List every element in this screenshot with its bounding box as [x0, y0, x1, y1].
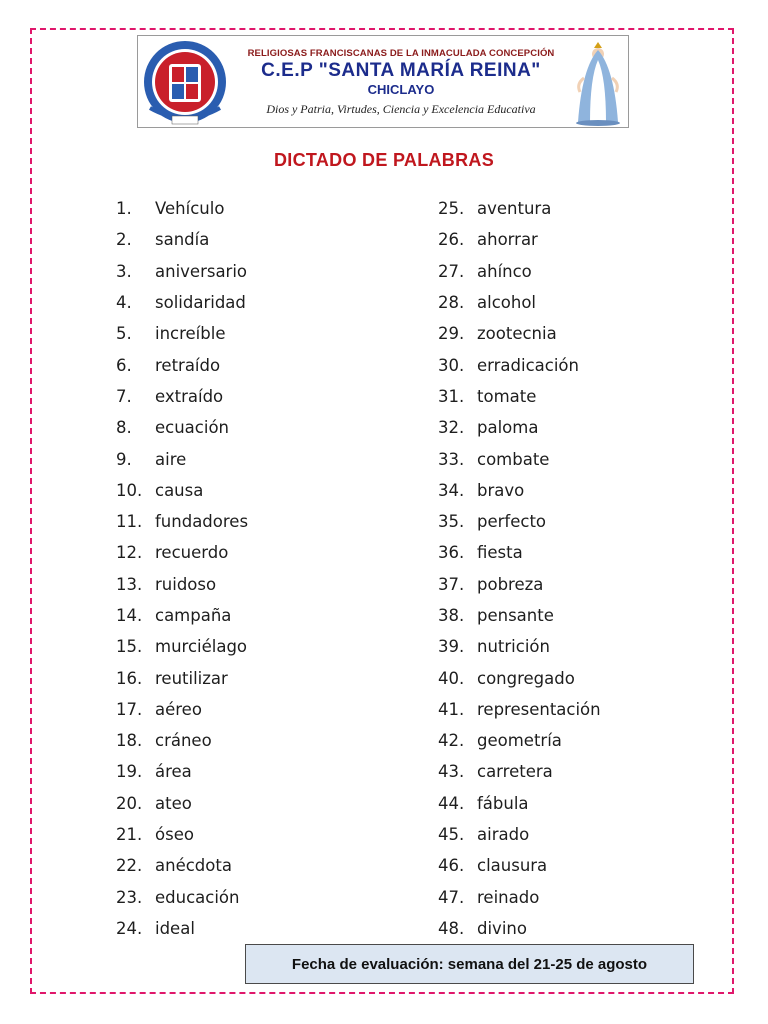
item-word: zootecnia: [477, 324, 557, 344]
item-number: 44.: [438, 793, 465, 813]
item-number: 8.: [116, 418, 132, 438]
item-word: recuerdo: [155, 543, 229, 563]
item-word: fábula: [477, 793, 529, 813]
item-word: ateo: [155, 793, 192, 813]
list-item: [438, 349, 601, 380]
list-item: [116, 725, 248, 756]
item-word: paloma: [477, 418, 539, 438]
list-item: [116, 256, 248, 287]
item-number: 23.: [116, 887, 143, 907]
item-number: 19.: [116, 762, 143, 782]
item-number: 11.: [116, 512, 143, 532]
list-item: [438, 412, 601, 443]
item-word: reutilizar: [155, 668, 228, 688]
list-item: [438, 287, 601, 318]
list-item: [116, 819, 248, 850]
item-word: fiesta: [477, 543, 523, 563]
school-seal-icon: [142, 38, 228, 126]
item-word: retraído: [155, 355, 221, 375]
item-number: 30.: [438, 355, 465, 375]
congregation-name: RELIGIOSAS FRANCISCANAS DE LA INMACULADA CONCEPCIÓN: [247, 48, 555, 59]
virgin-mary-figure-icon: [568, 38, 628, 126]
item-number: 36.: [438, 543, 465, 563]
item-number: 32.: [438, 418, 465, 438]
item-word: congregado: [477, 668, 575, 688]
item-number: 10.: [116, 480, 143, 500]
list-item: [116, 224, 248, 255]
item-number: 26.: [438, 230, 465, 250]
list-item: [438, 318, 601, 349]
item-number: 1.: [116, 199, 132, 219]
school-city: CHICLAYO: [367, 82, 435, 97]
item-word: educación: [155, 887, 240, 907]
list-item: [116, 381, 248, 412]
item-number: 35.: [438, 512, 465, 532]
item-number: 22.: [116, 856, 143, 876]
list-item: [116, 475, 248, 506]
item-number: 17.: [116, 699, 143, 719]
item-number: 39.: [438, 637, 465, 657]
list-item: [116, 662, 248, 693]
list-item: [116, 850, 248, 881]
list-item: [438, 569, 601, 600]
list-item: [438, 475, 601, 506]
evaluation-date-text: Fecha de evaluación: semana del 21-25 de agosto: [291, 955, 648, 973]
item-word: clausura: [477, 856, 548, 876]
item-number: 40.: [438, 668, 465, 688]
list-item: [116, 788, 248, 819]
item-word: aire: [155, 449, 187, 469]
item-word: sandía: [155, 230, 210, 250]
item-number: 25.: [438, 199, 465, 219]
item-number: 20.: [116, 793, 143, 813]
item-word: ahorrar: [477, 230, 538, 250]
item-word: solidaridad: [155, 293, 246, 313]
word-list-right: [438, 193, 601, 944]
item-number: 6.: [116, 355, 132, 375]
item-number: 41.: [438, 699, 465, 719]
item-number: 45.: [438, 825, 465, 845]
list-item: [438, 600, 601, 631]
list-item: [116, 193, 248, 224]
item-word: ideal: [155, 918, 195, 938]
item-word: tomate: [477, 386, 537, 406]
item-number: 42.: [438, 731, 465, 751]
item-word: causa: [155, 480, 204, 500]
list-item: [116, 318, 248, 349]
item-word: anécdota: [155, 856, 232, 876]
list-item: [116, 882, 248, 913]
item-word: ruidoso: [155, 574, 217, 594]
list-item: [116, 913, 248, 944]
item-word: airado: [477, 825, 530, 845]
item-word: extraído: [155, 386, 224, 406]
item-word: fundadores: [155, 512, 249, 532]
item-number: 37.: [438, 574, 465, 594]
item-word: área: [155, 762, 192, 782]
item-word: aéreo: [155, 699, 202, 719]
list-item: [116, 569, 248, 600]
list-item: [438, 224, 601, 255]
item-word: pensante: [477, 606, 554, 625]
list-item: [116, 537, 248, 568]
list-item: [116, 600, 248, 631]
item-number: 47.: [438, 887, 465, 907]
list-item: [438, 882, 601, 913]
item-word: óseo: [155, 825, 194, 845]
item-number: 2.: [116, 230, 132, 250]
list-item: [116, 631, 248, 662]
item-word: reinado: [477, 887, 540, 907]
item-number: 18.: [116, 731, 143, 751]
item-number: 14.: [116, 606, 143, 625]
list-item: [438, 193, 601, 224]
list-item: [116, 412, 248, 443]
item-word: ecuación: [155, 418, 230, 438]
item-word: combate: [477, 449, 550, 469]
item-number: 31.: [438, 386, 465, 406]
page-title: DICTADO DE PALABRAS: [273, 150, 495, 170]
item-word: murciélago: [155, 637, 248, 657]
item-word: campaña: [155, 606, 232, 625]
school-motto: Dios y Patria, Virtudes, Ciencia y Excelencia Educativa: [266, 102, 536, 116]
list-item: [116, 694, 248, 725]
item-number: 21.: [116, 825, 143, 845]
list-item: [438, 506, 601, 537]
item-number: 3.: [116, 261, 132, 281]
list-item: [438, 788, 601, 819]
item-number: 7.: [116, 386, 132, 406]
list-item: [438, 381, 601, 412]
item-number: 48.: [438, 918, 465, 938]
item-number: 34.: [438, 480, 465, 500]
list-item: [116, 287, 248, 318]
item-number: 28.: [438, 293, 465, 313]
item-word: divino: [477, 918, 527, 938]
item-number: 13.: [116, 574, 143, 594]
item-number: 12.: [116, 543, 143, 563]
list-item: [438, 443, 601, 474]
item-word: alcohol: [477, 293, 536, 313]
list-item: [116, 506, 248, 537]
item-number: 27.: [438, 261, 465, 281]
school-name: C.E.P "SANTA MARÍA REINA": [261, 60, 541, 81]
list-item: [438, 662, 601, 693]
item-word: perfecto: [477, 512, 547, 532]
item-word: representación: [477, 699, 601, 719]
item-number: 29.: [438, 324, 465, 344]
item-word: cráneo: [155, 731, 212, 751]
item-number: 5.: [116, 324, 132, 344]
item-word: aventura: [477, 199, 552, 219]
list-item: [116, 443, 248, 474]
item-word: Vehículo: [155, 199, 225, 219]
item-number: 33.: [438, 449, 465, 469]
list-item: [438, 537, 601, 568]
item-number: 43.: [438, 762, 465, 782]
item-word: nutrición: [477, 637, 550, 657]
item-number: 24.: [116, 918, 143, 938]
list-item: [438, 631, 601, 662]
list-item: [116, 349, 248, 380]
list-item: [438, 694, 601, 725]
list-item: [116, 756, 248, 787]
item-number: 38.: [438, 606, 465, 625]
list-item: [438, 756, 601, 787]
item-word: carretera: [477, 762, 553, 782]
item-number: 46.: [438, 856, 465, 876]
list-item: [438, 725, 601, 756]
item-word: pobreza: [477, 574, 544, 594]
list-item: [438, 256, 601, 287]
list-item: [438, 819, 601, 850]
item-word: erradicación: [477, 355, 579, 375]
evaluation-date-box: [245, 944, 694, 984]
item-word: aniversario: [155, 261, 248, 281]
word-list-left: [116, 193, 248, 944]
header-banner: [137, 35, 629, 128]
item-word: bravo: [477, 480, 525, 500]
item-number: 16.: [116, 668, 143, 688]
item-word: geometría: [477, 731, 562, 751]
item-number: 4.: [116, 293, 132, 313]
item-word: increíble: [155, 324, 226, 344]
list-item: [438, 850, 601, 881]
list-item: [438, 913, 601, 944]
item-number: 15.: [116, 637, 143, 657]
item-number: 9.: [116, 449, 132, 469]
item-word: ahínco: [477, 261, 532, 281]
